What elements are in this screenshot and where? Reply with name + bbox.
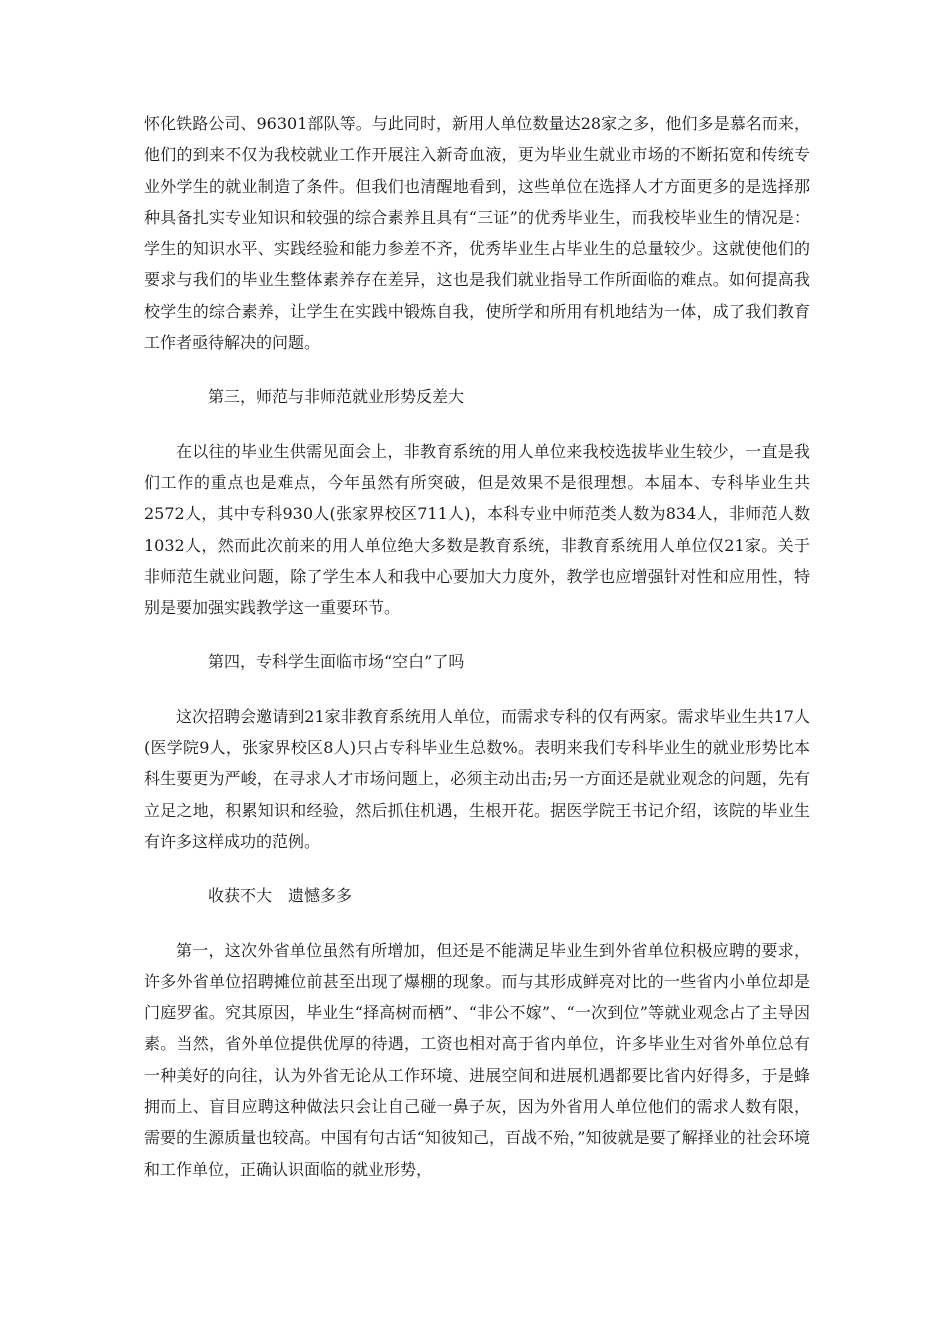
paragraph-employer-quality: 怀化铁路公司、96301部队等。与此同时，新用人单位数量达28家之多，他们多是慕名而来，他们的到来不仅为我校就业工作开展注入新奇血液，更为毕业生就业市场的不断拓宽和传统专业外学生的就业制造了条件。但我们也清醒地看到，这些单位在选择人才方面更多的是选择那种具备扎实专业知识和较强的综合素养且具有“三证”的优秀毕业生，而我校毕业生的情况是：学生的知识水平、实践经验和能力参差不齐，优秀毕业生占毕业生的总量较少。这就使他们的要求与我们的毕业生整体素养存在差异，这也是我们就业指导工作所面临的难点。如何提高我校学生的综合素养，让学生在实践中锻炼自我，使所学和所用有机地结为一体，成了我们教育工作者亟待解决的问题。 <box>144 114 810 353</box>
heading-part-regrets: 遗憾多多 <box>288 886 353 906</box>
document-body <box>144 108 810 1185</box>
heading-part-gains: 收获不大 <box>208 886 273 906</box>
paragraph-non-teacher-employment: 在以往的毕业生供需见面会上，非教育系统的用人单位来我校选拔毕业生较少，一直是我们工作的重点也是难点，今年虽然有所突破，但是效果不是很理想。本届本、专科毕业生共2572人，其中专科930人(张家界校区711人)，本科专业中师范类人数为834人，非师范人数1032人，然而此次前来的用人单位绝大多数是教育系统，非教育系统用人单位仅21家。关于非师范生就业问题，除了学生本人和我中心要加大力度外，教学也应增强针对性和应用性，特别是要加强实践教学这一重要环节。 <box>144 441 810 618</box>
section-heading-junior-college-market: 第四，专科学生面临市场“空白”了吗 <box>208 652 465 672</box>
paragraph-out-of-province-units: 第一，这次外省单位虽然有所增加，但还是不能满足毕业生到外省单位积极应聘的要求，许多外省单位招聘摊位前甚至出现了爆棚的现象。而与其形成鲜亮对比的一些省内小单位却是门庭罗雀。究其原因，毕业生“择高树而栖”、“非公不嫁”、“一次到位”等就业观念占了主导因素。当然，省外单位提供优厚的待遇，工资也相对高于省内单位，许多毕业生对省外单位总有一种美好的向往，认为外省无论从工作环境、进展空间和进展机遇都要比省内好得多，于是蜂拥而上、盲目应聘这种做法只会让自己碰一鼻子灰，因为外省用人单位他们的需求人数有限，需要的生源质量也较高。中国有句古话“知彼知己，百战不殆，”知彼就是要了解择业的社会环境和工作单位，正确认识面临的就业形势， <box>144 940 810 1179</box>
section-heading-gains-and-regrets <box>144 880 810 911</box>
section-heading-teacher-training-gap: 第三，师范与非师范就业形势反差大 <box>208 387 465 407</box>
paragraph-junior-college-demand: 这次招聘会邀请到21家非教育系统用人单位，而需求专科的仅有两家。需求毕业生共17人(医学院9人，张家界校区8人)只占专科毕业生总数%。表明来我们专科毕业生的就业形势比本科生要更为严峻，在寻求人才市场问题上，必须主动出击;另一方面还是就业观念的问题，先有立足之地，积累知识和经验，然后抓住机遇，生根开花。据医学院王书记介绍，该院的毕业生有许多这样成功的范例。 <box>144 706 810 851</box>
